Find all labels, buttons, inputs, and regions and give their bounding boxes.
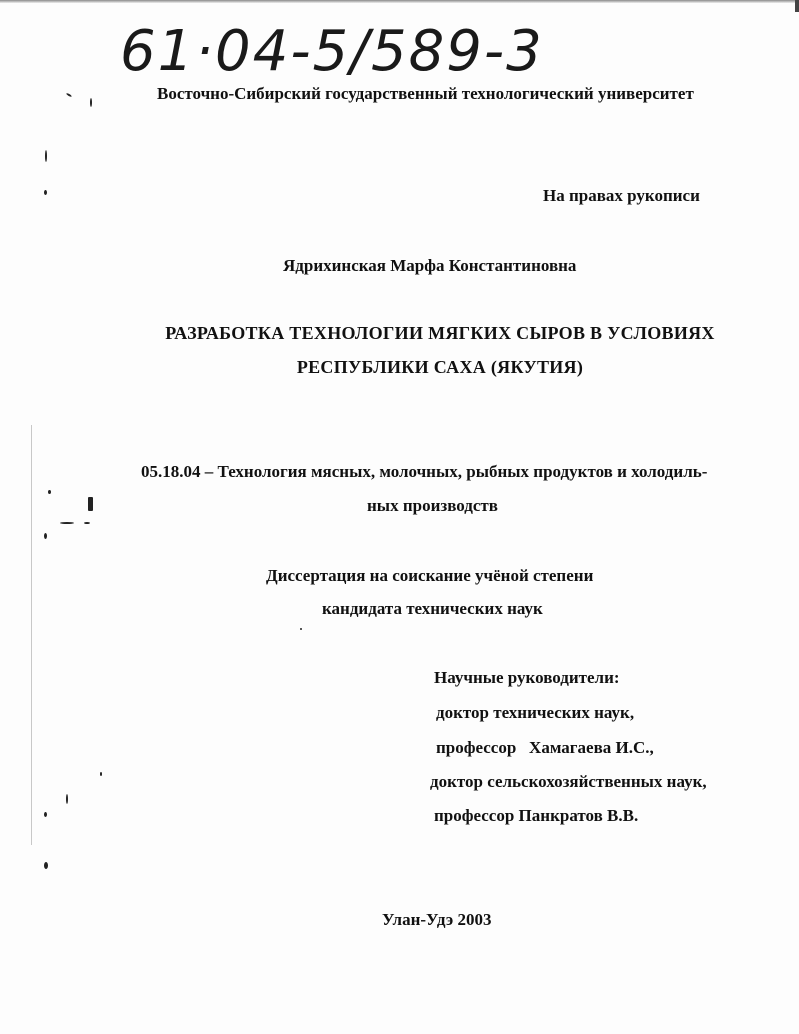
scan-corner-mark (795, 0, 799, 12)
scan-speck (100, 772, 102, 776)
degree-line-2: кандидата технических наук (322, 599, 543, 618)
scan-speck (66, 794, 68, 804)
specialty-line-2: ных производств (367, 496, 498, 515)
dissertation-title-line-1: РАЗРАБОТКА ТЕХНОЛОГИИ МЯГКИХ СЫРОВ В УСЛОВИЯХ (165, 323, 715, 343)
university-name: Восточно-Сибирский государственный технологический университет (157, 84, 694, 103)
dissertation-title-line-2: РЕСПУБЛИКИ САХА (ЯКУТИЯ) (296, 357, 584, 377)
scan-speck (300, 628, 302, 630)
rights-note: На правах рукописи (543, 186, 700, 205)
handwritten-archive-code (120, 14, 590, 82)
scan-speck (48, 490, 51, 494)
supervisors-heading: Научные руководители: (434, 668, 620, 687)
scan-speck (90, 98, 92, 107)
specialty-line-1: 05.18.04 – Технология мясных, молочных, рыбных продуктов и холодиль- (141, 462, 708, 481)
scan-speck (84, 522, 90, 524)
scan-speck (66, 93, 72, 98)
degree-line-1: Диссертация на соискание учёной степени (266, 566, 594, 585)
scan-speck (44, 812, 47, 817)
scan-speck (88, 497, 93, 511)
place-and-year: Улан-Удэ 2003 (382, 910, 492, 929)
supervisor-2-degree: доктор сельскохозяйственных наук, (430, 772, 707, 791)
supervisor-1-name: профессор Хамагаева И.С., (436, 738, 654, 757)
supervisor-1-degree: доктор технических наук, (436, 703, 635, 722)
scan-speck (44, 862, 48, 869)
supervisor-2-name: профессор Панкратов В.В. (434, 806, 639, 825)
scan-speck (60, 522, 74, 524)
scan-speck (44, 190, 47, 195)
author-name: Ядрихинская Марфа Константиновна (283, 256, 577, 275)
scan-left-rule (31, 425, 32, 845)
scan-speck (44, 533, 47, 539)
handwritten-archive-code-graphic (120, 14, 590, 82)
scan-top-edge (0, 0, 799, 3)
scan-speck (45, 150, 47, 162)
archive-code-text: 61·04-5/589-3 (120, 19, 544, 82)
